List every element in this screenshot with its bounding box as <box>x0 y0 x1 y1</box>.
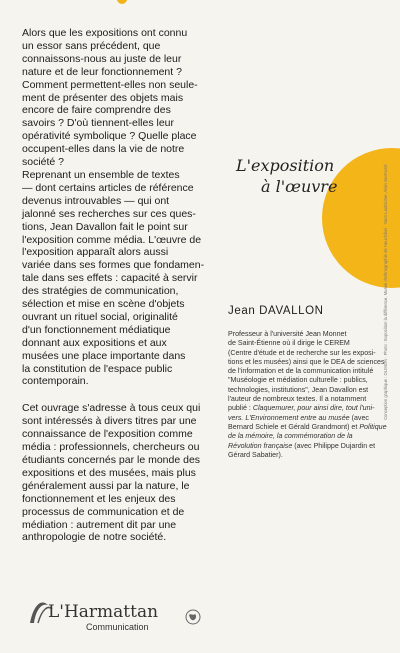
blurb-line: donnant aux expositions et aux <box>22 336 167 349</box>
blurb-line: Cet ouvrage s'adresse à tous ceux qui <box>22 402 201 415</box>
title-line-2: à l'œuvre <box>261 177 338 196</box>
yellow-dot-decoration <box>117 0 127 4</box>
blurb-line: — dont certains articles de référence <box>22 181 194 194</box>
blurb-line: jalonné ses recherches sur ces ques- <box>22 207 196 220</box>
blurb-line: tions, Jean Davallon fait le point sur <box>22 220 188 233</box>
globe-icon <box>185 609 201 625</box>
blurb-paragraph-2 <box>22 402 218 544</box>
blurb-line: l'exposition comme média. L'œuvre de <box>22 233 202 246</box>
blurb-line: musées une place importante dans <box>22 349 186 362</box>
blurb-line: devenus introuvables — qui ont <box>22 194 170 207</box>
blurb-line: anthropologie de notre société. <box>22 531 167 544</box>
bio-text: (avec Philippe Dujardin et <box>292 441 376 450</box>
blurb-line: ment de présenter des objets mais <box>22 91 184 104</box>
blurb-line: expositions et des musées, mais plus <box>22 466 196 479</box>
bio-line: technologies, institutions", Jean Davallon est <box>228 385 369 394</box>
blurb-line: occupent-elles dans la vie de notre <box>22 143 185 156</box>
bio-line: Gérard Sabatier). <box>228 450 283 459</box>
blurb-line: ouvrant un rituel social, originalité <box>22 310 178 323</box>
blurb-line: variée dans ses formes que fondamen- <box>22 259 205 272</box>
bio-italic-title: de la mémoire, la commémoration de la <box>228 432 353 441</box>
title-line-1: L'exposition <box>236 156 335 175</box>
bio-text: (avec <box>349 413 369 422</box>
bio-italic-title: vers. <box>228 413 246 422</box>
bio-line: de l'information et de la communication intitulé <box>228 367 374 376</box>
book-title <box>236 155 396 197</box>
blurb-line: savoirs ? D'où tiennent-elles leur <box>22 117 174 130</box>
back-cover-blurb <box>22 27 218 544</box>
blurb-line: généralement aussi par la nature, le <box>22 479 190 492</box>
blurb-line: sont intéressés à divers titres par une <box>22 415 197 428</box>
blurb-paragraph-1 <box>22 27 218 388</box>
blurb-line: connaissance de l'exposition comme <box>22 428 193 441</box>
bio-italic-title: L'Environnement entre au musée <box>245 413 350 422</box>
blurb-line: opérativité symbolique ? Quelle place <box>22 130 197 143</box>
blurb-line: Comment permettent-elles non seule- <box>22 78 198 91</box>
bio-line: (Centre d'étude et de recherche sur les exposi- <box>228 348 376 357</box>
author-name: Jean DAVALLON <box>228 305 324 317</box>
blurb-line: un essor sans précédent, que <box>22 39 161 52</box>
bio-line <box>228 442 396 451</box>
bio-line: l'auteur de nombreux textes. Il a notamment <box>228 395 367 404</box>
blurb-line: média : professionnels, chercheurs ou <box>22 441 200 454</box>
blurb-line: des stratégies de communication, <box>22 285 179 298</box>
blurb-line: étudiants concernés par le monde des <box>22 454 201 466</box>
publisher-collection: Communication <box>86 622 149 632</box>
blurb-line: société ? <box>22 156 65 169</box>
bio-line: "Muséologie et médiation culturelle : publics, <box>228 376 368 385</box>
bio-text: publié : <box>228 404 253 413</box>
bio-italic-title: Claquemurer, pour ainsi dire, tout l'uni- <box>252 404 375 413</box>
bio-line <box>228 423 396 432</box>
bio-italic-title: Révolution française <box>228 441 293 450</box>
blurb-line: d'un fonctionnement médiatique <box>22 323 171 336</box>
bio-line: tions et les musées) ainsi que le DEA de sciences <box>228 357 385 366</box>
blurb-line: contemporain. <box>22 375 89 388</box>
blurb-line: l'exposition apparaît alors aussi <box>22 246 169 259</box>
blurb-line: connaissons-nous au juste de leur <box>22 52 182 65</box>
bio-line <box>228 414 396 423</box>
bio-line <box>228 404 396 413</box>
blurb-line: Reprenant un ensemble de textes <box>22 168 180 181</box>
blurb-line: tale dans ses effets : capacité à servir <box>22 272 198 285</box>
blurb-line: processus de communication et de <box>22 505 185 518</box>
blurb-line: sélection et mise en scène d'objets <box>22 298 185 311</box>
bio-line: Professeur à l'université Jean Monnet <box>228 330 347 338</box>
blurb-line: la constitution de l'espace public <box>22 362 173 375</box>
bio-italic-title: Politique <box>359 422 387 431</box>
bio-text: Bernard Schiele et Gérald Grandmont) et <box>228 422 360 431</box>
blurb-line: médiation : autrement dit par une <box>22 518 177 531</box>
bio-line <box>228 432 396 441</box>
author-bio <box>228 330 396 460</box>
blurb-line: fonctionnement et les enjeux des <box>22 492 176 505</box>
blurb-line: nature et de leur fonctionnement ? <box>22 65 182 78</box>
bio-line: de Saint-Étienne où il dirige le CEREM <box>228 339 350 348</box>
publisher-name: L'Harmattan <box>48 602 159 622</box>
blurb-line: encore de faire comprendre des <box>22 104 171 117</box>
blurb-line: Alors que les expositions ont connu <box>22 27 188 39</box>
side-credit-text: Conception graphique : OLIMON · Photo : Exposition la différence, Musée d'ethnographie de Neuchâtel · Yann Laubscher, Alain Germond <box>383 164 388 420</box>
